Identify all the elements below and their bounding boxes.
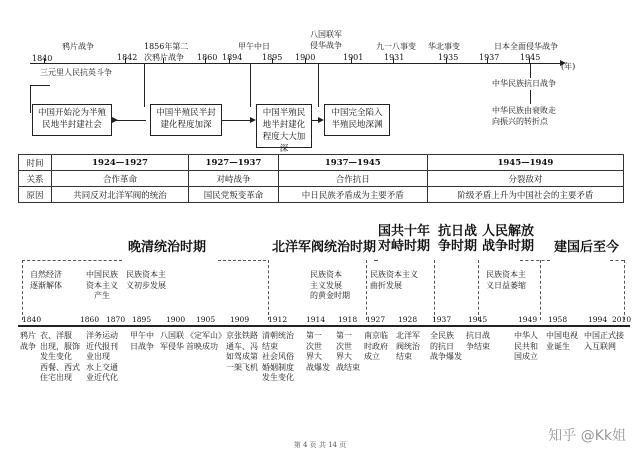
connector [318,64,319,107]
row-head: 关系 [19,171,52,187]
year-label: 1935 [438,53,459,62]
year-label: 1842 [117,53,138,62]
event-item: 鸦片 战争 [20,331,36,351]
table-cell: 国民党叛变革命 [189,187,279,203]
econ-note: 自然经济 逐渐解体 [30,270,62,290]
bottom-axis-line [18,325,630,327]
table-row [19,171,624,187]
era-span [374,260,378,261]
year-label: 1900 [295,53,316,62]
year-label: 1914 [306,315,326,324]
era-span [520,260,550,261]
event-item: 南京临 时政府 成立 [364,331,388,361]
econ-note: 民族资本主 义日益萎缩 [486,270,526,290]
table-cell: 合作革命 [52,171,189,187]
page-footer: 第 4 页 共 14 页 [293,441,347,449]
event-item: 中华人 民共和 国成立 [514,331,538,361]
year-label: 1912 [268,315,288,324]
flow-line [112,120,146,121]
table-cell: 1927—1937 [189,155,279,171]
event-label: 九一八事变 [376,42,416,51]
year-label: 1909 [230,315,250,324]
year-label: 1840 [22,315,42,324]
table-cell: 中日民族矛盾成为主要矛盾 [278,187,427,203]
year-label: 1895 [262,53,283,62]
event-item: 八国联 军侵华 [160,331,184,351]
event-item: 京张铁路 通车、冯 如驾成第 一架飞机 [226,331,258,372]
event-label: 侵华战争 [310,41,342,50]
history-box: 中国半殖民 地半封建化 程度大大加深 [256,104,312,148]
connector [30,85,31,113]
era-ten-year: 国共十年 对峙时期 [378,224,431,254]
event-label: 甲午中日 [238,42,270,51]
table-cell: 分裂敌对 [427,171,623,187]
table-cell: 合作抗日 [278,171,427,187]
year-label: 1894 [222,53,243,62]
year-label: 1905 [196,315,216,324]
econ-note: 民族资本主 义初步发展 [126,270,166,290]
table-cell: 阶级矛盾上升为中国社会的主要矛盾 [427,187,623,203]
era-beiyang: 北洋军阀统治时期 [272,240,377,255]
history-box: 中国完全陷入 半殖民地深渊 [324,104,390,136]
year-label: 1945 [520,53,541,62]
table-cell: 1924—1927 [52,155,189,171]
year-label: 1840 [32,54,53,63]
event-label: 华北事变 [428,42,460,51]
watermark: 知乎 @Kk姐 [548,428,626,444]
era-anti-japan: 抗日战 争时期 [438,224,478,254]
era-divider [268,260,269,320]
event-label: 次鸦片战争 [144,53,184,62]
year-unit: (年) [561,62,576,71]
year-label: 2010 [612,315,632,324]
event-item: 抗日战 争结束 [466,331,490,351]
year-label: 1870 [106,315,126,324]
year-label: 1937 [432,315,452,324]
history-box: 中国开始沦为半殖 民地半封建社会 [32,104,112,136]
year-label: 1860 [80,315,100,324]
year-label: 1937 [479,53,500,62]
econ-note: 民族资本 主义发展 的黄金时期 [310,270,350,300]
event-label: 1856年第二 [144,42,189,51]
event-item: 衣、洋服 出现，服饰 发生变化 西餐、西式 住宅出现 [40,331,80,382]
era-span [22,260,122,261]
event-label: 鸦片战争 [62,42,94,51]
year-label: 1928 [398,315,418,324]
era-divider [22,260,23,320]
table-cell: 1945—1949 [427,155,623,171]
year-label: 1901 [343,53,364,62]
flow-line [222,120,250,121]
connector [30,85,50,86]
event-item: 洋务运动 近代报刊 业出现 水上交通 业近代化 [86,331,118,382]
event-item: 第一 次世 界大 战爆发 [306,331,330,372]
connector [530,64,531,78]
era-divider [366,260,367,320]
year-label: 1931 [384,53,405,62]
kmt-cpc-relation-table [18,154,624,203]
era-liberation: 人民解放 战争时期 [482,224,535,254]
year-label: 1860 [197,53,218,62]
era-divider [478,260,479,320]
table-cell: 共同反对北洋军阀的统治 [52,187,189,203]
event-item: 北洋军 阀统治 结束 [396,331,420,361]
year-label: 1958 [548,315,568,324]
top-axis-line [30,63,562,64]
row-head: 时间 [19,155,52,171]
table-cell: 对峙战争 [189,171,279,187]
event-label: 三元里人民抗英斗争 [40,68,112,77]
era-divider [540,260,541,320]
year-label: 1949 [518,315,538,324]
era-span [218,260,266,261]
event-item: 甲午中 日战争 [130,331,154,351]
event-item: 《定军山》 首映成功 [186,331,226,351]
year-label: 1927 [366,315,386,324]
event-item: 中国正式接 入互联网 [584,331,624,351]
event-label: 中华民族由衰败走 [492,106,556,115]
connector [250,64,251,107]
event-label: 向振兴的转折点 [492,117,548,126]
era-divider [434,260,435,320]
year-label: 1994 [588,315,608,324]
table-row [19,155,624,171]
connector [530,90,531,104]
event-label: 日本全面侵华战争 [494,42,558,51]
era-prc: 建国后至今 [554,240,620,255]
table-cell: 1937—1945 [278,155,427,171]
year-label: 1900 [166,315,186,324]
connector [144,64,145,107]
year-label: 1945 [468,315,488,324]
year-label: 1918 [338,315,358,324]
event-item: 中国电视 业诞生 [546,331,578,351]
table-row [19,187,624,203]
history-box: 中国半殖民半封 建化程度加深 [150,104,222,136]
event-item: 全民族 的抗日 战争爆发 [430,331,462,361]
econ-note: 民族资本主义 曲折发展 [370,270,418,290]
year-label: 1895 [132,315,152,324]
event-label: 中华民族抗日战争 [492,79,556,88]
event-item: 第一 次世 界大 战结束 [336,331,360,372]
row-head: 原因 [19,187,52,203]
event-label: 八国联军 [310,30,342,39]
era-span [610,260,624,261]
event-item: 清朝统治 结束 社会风俗 婚姻制度 发生变化 [262,331,294,382]
era-divider [624,260,625,320]
era-late-qing: 晚清统治时期 [128,240,207,255]
econ-note: 中国民族 资本主义 产生 [86,270,118,300]
